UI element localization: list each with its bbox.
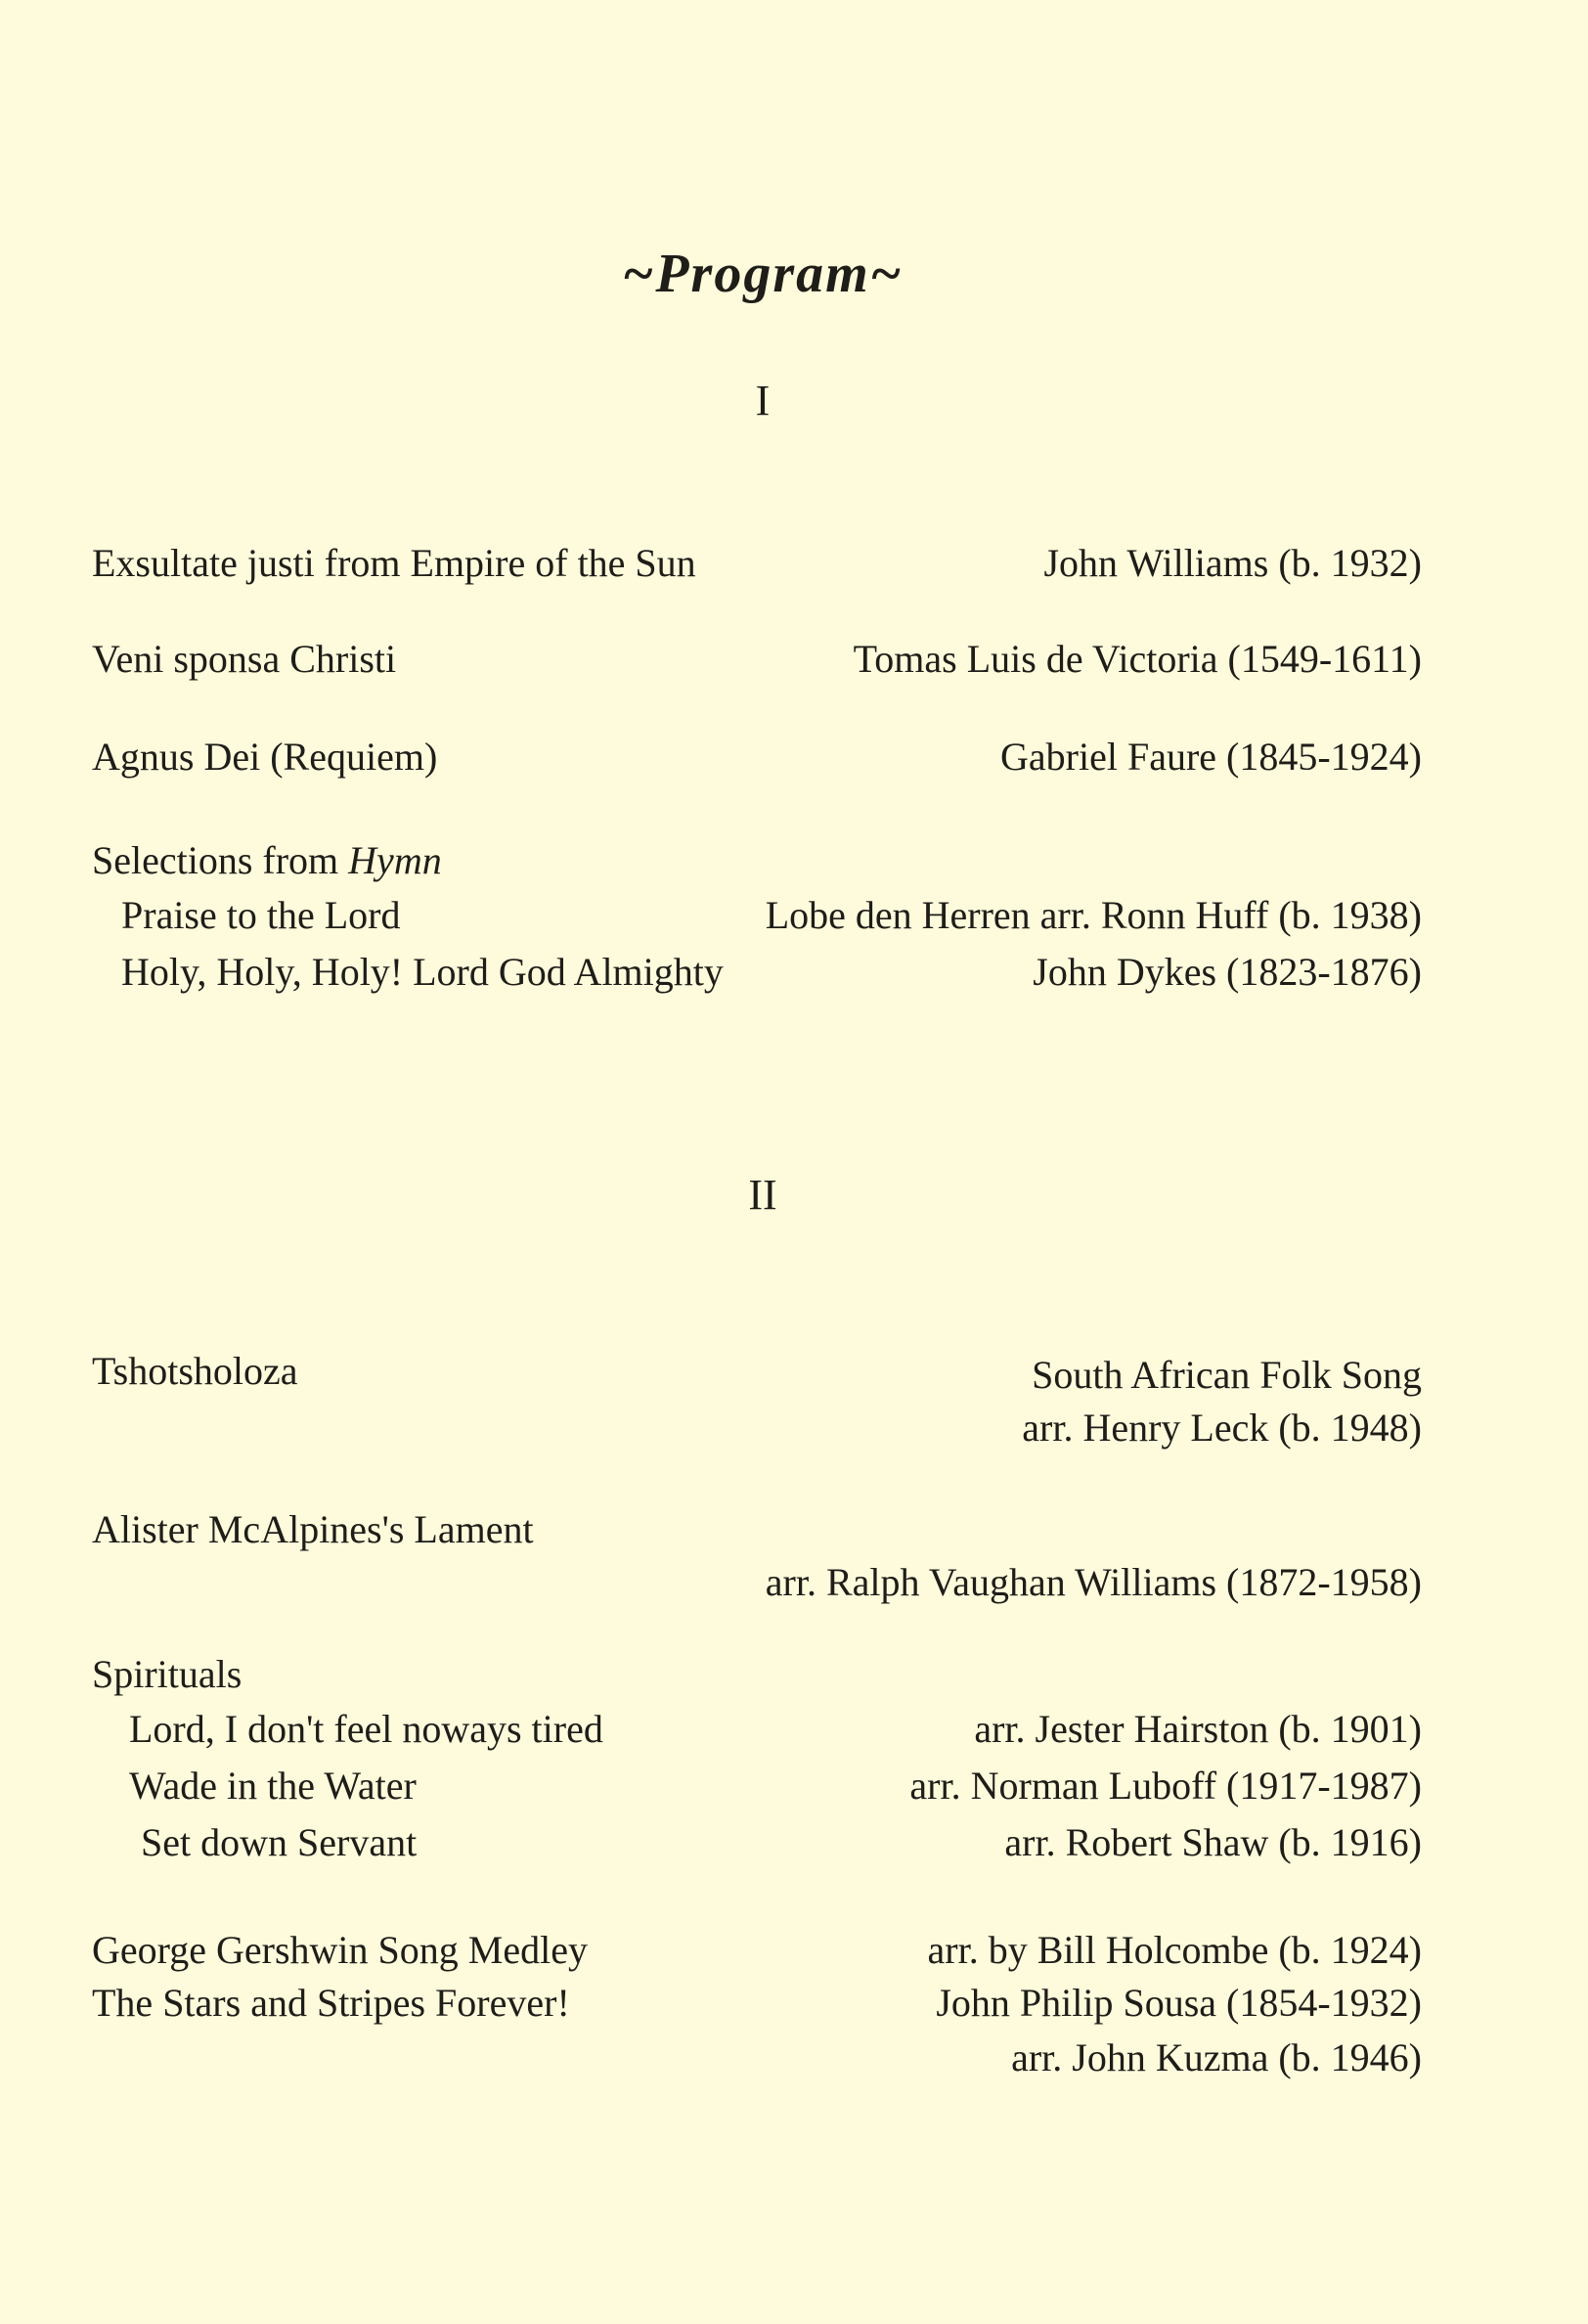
composer: arr. Ralph Vaughan Williams (1872-1958)	[765, 1560, 1422, 1604]
composer: South African Folk Song	[1032, 1353, 1422, 1397]
program-entry-exsultate	[92, 536, 1422, 591]
program-entry-holy	[92, 945, 1422, 1000]
program-title: ~Program~	[622, 244, 904, 304]
piece-title: Praise to the Lord	[121, 893, 401, 937]
composer: Lobe den Herren arr. Ronn Huff (b. 1938)	[765, 893, 1422, 937]
composer: arr. by Bill Holcombe (b. 1924)	[927, 1928, 1422, 1972]
program-entry-agnus	[92, 730, 1422, 784]
composer: arr. Robert Shaw (b. 1916)	[1004, 1820, 1422, 1864]
program-group-hymn	[92, 833, 1422, 888]
program-entry-lord	[92, 1702, 1422, 1757]
piece-title: Wade in the Water	[129, 1764, 417, 1808]
program-entry-gershwin	[92, 1923, 1422, 1978]
program-entry-tshotsholoza	[92, 1344, 1422, 1399]
program-entry-stars	[92, 1976, 1422, 2031]
piece-title: Agnus Dei (Requiem)	[92, 735, 438, 779]
composer: Tomas Luis de Victoria (1549-1611)	[853, 637, 1422, 681]
program-entry-alister-composer	[92, 1555, 1422, 1610]
composer: John Williams (b. 1932)	[1043, 541, 1422, 585]
program-entry-veni	[92, 632, 1422, 687]
program-entry-tshotsholoza-arranger	[92, 1401, 1422, 1455]
piece-title: Alister McAlpines's Lament	[92, 1507, 534, 1551]
group-work-title: Hymn	[348, 838, 442, 882]
section-heading-two: II	[748, 1171, 777, 1219]
program-entry-praise	[92, 888, 1422, 943]
program-entry-setdown	[92, 1815, 1422, 1870]
composer: John Dykes (1823-1876)	[1033, 950, 1422, 994]
piece-title: George Gershwin Song Medley	[92, 1928, 588, 1972]
piece-title: Exsultate justi from Empire of the Sun	[92, 541, 696, 585]
composer: John Philip Sousa (1854-1932)	[936, 1981, 1422, 2025]
program-entry-alister	[92, 1502, 1422, 1557]
piece-title: Lord, I don't feel noways tired	[129, 1707, 603, 1751]
piece-title: Set down Servant	[141, 1820, 418, 1864]
composer: arr. Norman Luboff (1917-1987)	[909, 1764, 1422, 1808]
piece-title: The Stars and Stripes Forever!	[92, 1981, 570, 2025]
group-label	[92, 833, 442, 888]
composer: arr. Jester Hairston (b. 1901)	[974, 1707, 1422, 1751]
section-heading-one: I	[755, 377, 771, 425]
program-group-spirituals	[92, 1647, 1422, 1702]
piece-title: Tshotsholoza	[92, 1349, 298, 1393]
arranger: arr. Henry Leck (b. 1948)	[1022, 1406, 1422, 1450]
piece-title: Holy, Holy, Holy! Lord God Almighty	[121, 950, 724, 994]
group-label: Spirituals	[92, 1652, 243, 1696]
piece-title: Veni sponsa Christi	[92, 637, 397, 681]
arranger: arr. John Kuzma (b. 1946)	[1011, 2035, 1422, 2079]
composer: Gabriel Faure (1845-1924)	[1000, 735, 1422, 779]
program-entry-wade	[92, 1759, 1422, 1813]
group-prefix: Selections from	[92, 838, 349, 882]
program-entry-stars-arranger	[92, 2031, 1422, 2085]
